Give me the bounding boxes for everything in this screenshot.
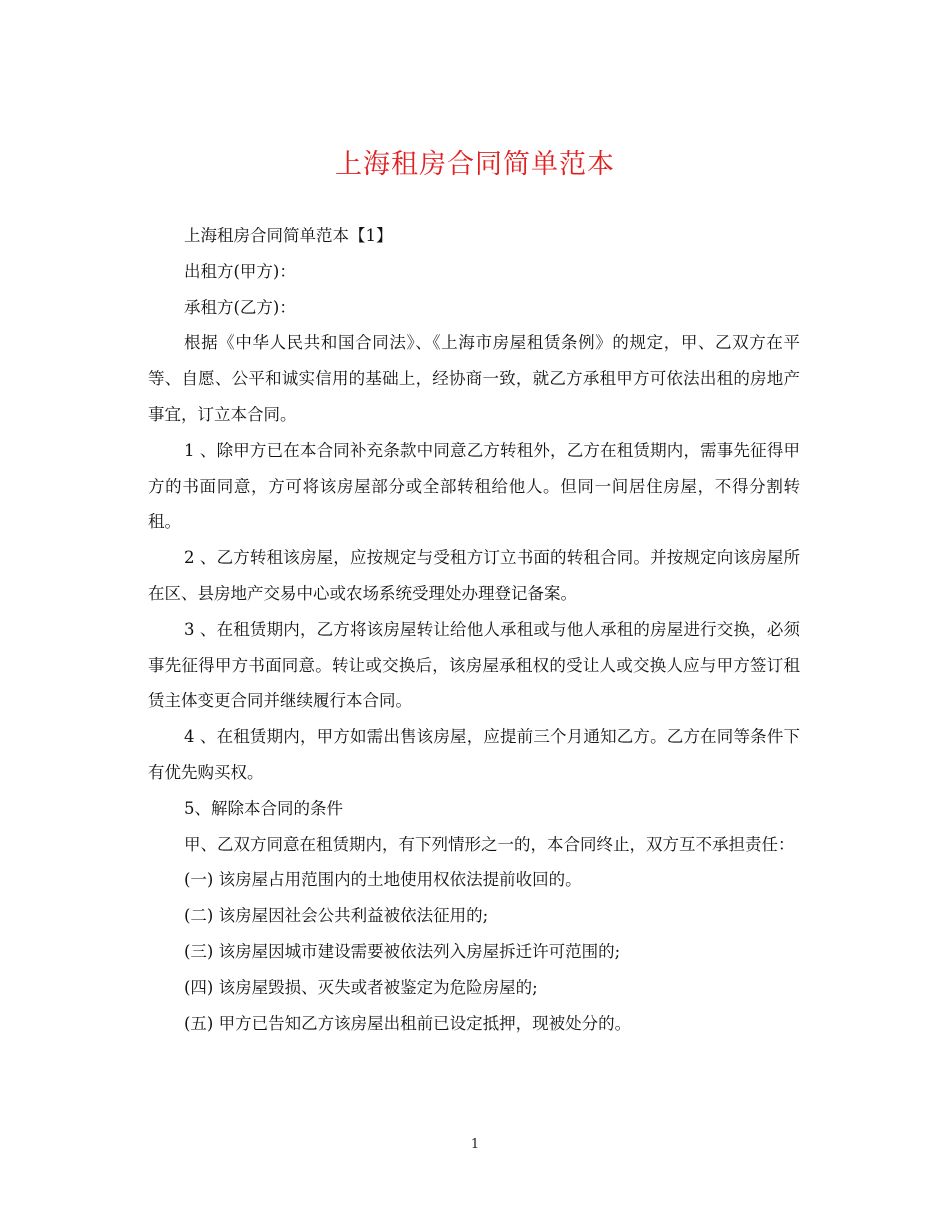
condition-item: (三) 该房屋因城市建设需要被依法列入房屋拆迁许可范围的; (184, 941, 621, 961)
document-body (148, 218, 800, 1041)
page-number: 1 (470, 1137, 480, 1152)
document-title: 上海租房合同简单范本 (335, 149, 615, 180)
lessor-line: 出租方(甲方)： (184, 261, 296, 281)
clause-4: 4 、在租赁期内，甲方如需出售该房屋，应提前三个月通知乙方。乙方在同等条件下有优先购买权。 (148, 727, 800, 782)
condition-item: (一) 该房屋占用范围内的土地使用权依法提前收回的。 (184, 870, 582, 890)
clause-5-heading: 5、解除本合同的条件 (184, 798, 343, 818)
condition-item: (五) 甲方已告知乙方该房屋出租前已设定抵押，现被处分的。 (184, 1013, 632, 1033)
section-heading: 上海租房合同简单范本【1】 (184, 226, 393, 245)
lessee-line: 承租方(乙方)： (184, 297, 296, 317)
termination-intro: 甲、乙双方同意在租赁期内，有下列情形之一的，本合同终止，双方互不承担责任： (184, 834, 795, 854)
clause-3: 3 、在租赁期内，乙方将该房屋转让给他人承租或与他人承租的房屋进行交换，必须事先征得甲方书面同意。转让或交换后，该房屋承租权的受让人或交换人应与甲方签订租赁主体变更合同并继续履行本合同。 (148, 619, 800, 711)
clause-1: 1 、除甲方已在本合同补充条款中同意乙方转租外，乙方在租赁期内，需事先征得甲方的书面同意，方可将该房屋部分或全部转租给他人。但同一间居住房屋，不得分割转租。 (148, 440, 800, 532)
clause-2: 2 、乙方转租该房屋，应按规定与受租方订立书面的转租合同。并按规定向该房屋所在区、县房地产交易中心或农场系统受理处办理登记备案。 (148, 548, 800, 603)
condition-item: (二) 该房屋因社会公共利益被依法征用的; (184, 906, 489, 926)
condition-item: (四) 该房屋毁损、灭失或者被鉴定为危险房屋的; (184, 977, 538, 997)
preamble-paragraph: 根据《中华人民共和国合同法》、《上海市房屋租赁条例》的规定，甲、乙双方在平等、自愿、公平和诚实信用的基础上，经协商一致，就乙方承租甲方可依法出租的房地产事宜，订立本合同。 (148, 333, 800, 424)
